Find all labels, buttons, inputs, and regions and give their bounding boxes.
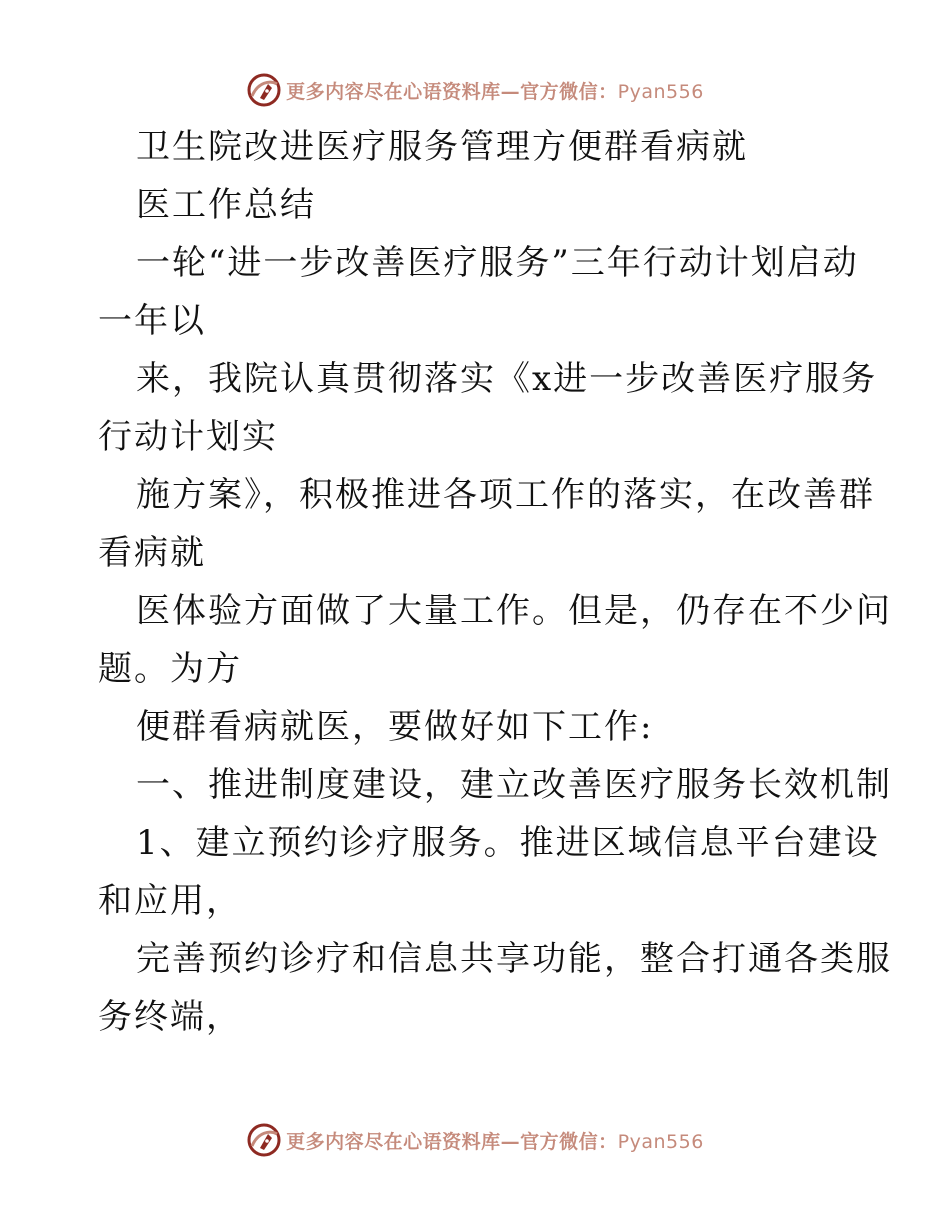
document-line: 便群看病就医，要做好如下工作:: [136, 707, 654, 747]
document-line: 一年以: [98, 301, 206, 341]
document-line: 一、推进制度建设，建立改善医疗服务长效机制: [136, 765, 892, 805]
banner-slogan: 更多内容尽在心语资料库—官方微信：: [286, 1130, 618, 1153]
document-line: 医体验方面做了大量工作。但是，仍存在不少问: [136, 591, 892, 631]
document-line: 和应用，: [98, 881, 242, 921]
document-line: 卫生院改进医疗服务管理方便群看病就: [136, 127, 748, 167]
document-line: 务终端，: [98, 997, 242, 1037]
pen-nib-logo-icon: [246, 72, 282, 108]
document-line: 医工作总结: [136, 185, 316, 225]
document-line: 看病就: [98, 533, 206, 573]
document-line: 施方案》，积极推进各项工作的落实，在改善群: [136, 475, 875, 515]
banner-slogan: 更多内容尽在心语资料库—官方微信：: [286, 80, 618, 103]
pen-nib-logo-icon: [246, 1122, 282, 1158]
document-line: 一轮“进一步改善医疗服务”三年行动计划启动: [136, 243, 859, 283]
document-body: [98, 118, 892, 1046]
document-line: 题。为方: [98, 649, 242, 689]
banner-text: [286, 77, 704, 104]
document-line: 来，我院认真贯彻落实《x进一步改善医疗服务: [136, 359, 878, 399]
document-line: 行动计划实: [98, 417, 278, 457]
header-banner: [0, 70, 950, 110]
document-line: 完善预约诊疗和信息共享功能，整合打通各类服: [136, 939, 892, 979]
document-line: 1、建立预约诊疗服务。推进区域信息平台建设: [136, 823, 880, 863]
banner-wechat-id: Pyan556: [617, 1130, 704, 1153]
banner-wechat-id: Pyan556: [617, 80, 704, 103]
banner-text: [286, 1127, 704, 1154]
footer-banner: [0, 1120, 950, 1160]
